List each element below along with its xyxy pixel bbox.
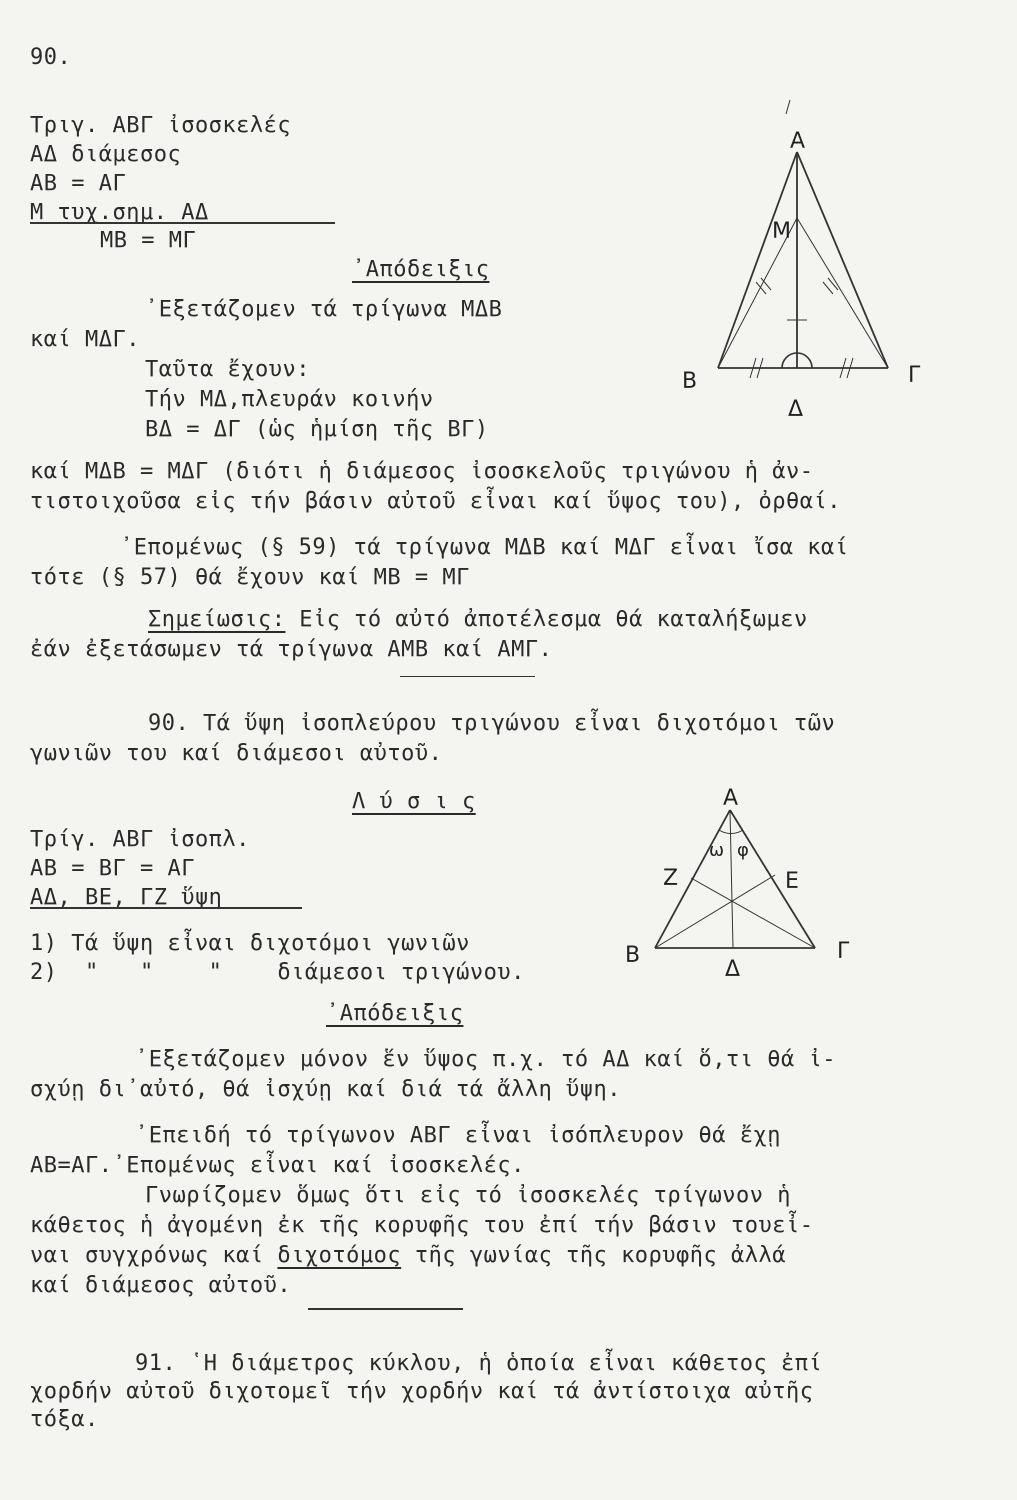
label-d: Δ: [788, 397, 804, 422]
given-line-1: Τριγ. ΑΒΓ ἰσοσκελές: [30, 113, 292, 138]
solution-heading: Λ ύ σ ι ς: [352, 789, 476, 814]
body2-line-2: σχύῃ δι᾿αὐτό, θά ἰσχύῃ καί διά τά ἄλλη ὕψη.: [30, 1077, 622, 1102]
problem-91-line-1: 91. ῾Η διάμετρος κύκλου, ἡ ὁποία εἶναι κάθετος ἐπί: [135, 1351, 823, 1376]
body-line-4: Τήν ΜΔ,πλευράν κοινήν: [145, 387, 434, 412]
problem-90-line-2: γωνιῶν του καί διάμεσοι αὐτοῦ.: [30, 741, 443, 766]
side-ag: [797, 152, 888, 368]
body-line-9: τότε (§ 57) θά ἔχουν καί ΜΒ = ΜΓ: [30, 565, 470, 590]
body2-line-4: ΑΒ=ΑΓ.᾿Επομένως εἶναι καί ἰσοσκελές.: [30, 1153, 525, 1178]
body2-seg-2: τῆς γωνίας τῆς κορυφῆς ἀλλά: [401, 1243, 787, 1268]
label-omega: ω: [709, 840, 725, 861]
altitude-ad: [730, 810, 733, 948]
body2-underlined-word: διχοτόμος: [277, 1243, 402, 1268]
given2-line-1: Τρίγ. ΑΒΓ ἰσοπλ.: [30, 827, 250, 852]
body2-line-3: ᾿Επειδή τό τρίγωνον ΑΒΓ εἶναι ἰσόπλευρον θά ἔχῃ: [135, 1123, 782, 1148]
label-z: Ζ: [663, 866, 679, 891]
note-text: Εἰς τό αὐτό ἀποτέλεσμα θά καταλήξωμεν: [285, 607, 808, 632]
label-d: Δ: [725, 957, 741, 982]
side-ab: [718, 152, 797, 368]
note-divider: [400, 676, 535, 677]
given2-line-3: ΑΔ, ΒΕ, ΓΖ ὕψη: [30, 885, 223, 910]
label-a: Α: [723, 786, 739, 811]
segment-mg: [797, 218, 888, 368]
body2-line-6: κάθετος ἡ ἀγομένη ἐκ τῆς κορυφῆς του ἐπί τήν βάσιν τουεἶ-: [30, 1213, 814, 1238]
note-line-2: ἐάν ἐξετάσωμεν τά τρίγωνα ΑΜΒ καί ΑΜΓ.: [30, 637, 553, 662]
label-g: Γ: [908, 363, 921, 388]
body2-line-7: [30, 1242, 786, 1270]
label-phi: φ: [737, 840, 749, 861]
label-e: Ε: [785, 869, 799, 894]
body-line-8: ᾿Επομένως (§ 59) τά τρίγωνα ΜΔΒ καί ΜΔΓ εἶναι ἴσα καί: [120, 535, 849, 560]
tick-mg-1: [823, 282, 833, 294]
body-line-7: τιστοιχοῦσα εἰς τήν βάσιν αὐτοῦ εἶναι καί ὕψος του), ὀρθαί.: [30, 489, 841, 514]
body-line-6: καί ΜΔΒ = ΜΔΓ (διότι ἡ διάμεσος ἰσοσκελοῦς τριγώνου ἡ ἀν-: [30, 459, 814, 484]
label-g: Γ: [837, 939, 850, 964]
given-line-2: ΑΔ διάμεσος: [30, 142, 182, 167]
body-line-1: ᾿Εξετάζομεν τά τρίγωνα ΜΔΒ: [145, 297, 503, 322]
note-label: Σημείωσις:: [148, 607, 286, 632]
ink-mark: [786, 100, 790, 114]
equilateral-triangle-figure: [625, 780, 885, 980]
body-line-2: καί ΜΔΓ.: [30, 327, 140, 352]
label-b: Β: [682, 369, 698, 394]
problem-90-line-1: 90. Τά ὕψη ἰσοπλεύρου τριγώνου εἶναι διχοτόμοι τῶν: [148, 711, 836, 736]
body2-line-1: ᾿Εξετάζομεν μόνον ἕν ὕψος π.χ. τό ΑΔ καί ὅ,τι θά ἰ-: [135, 1047, 837, 1072]
body2-seg-1: ναι συγχρόνως καί: [30, 1243, 278, 1268]
body-line-5: ΒΔ = ΔΓ (ὡς ἡμίση τῆς ΒΓ): [145, 417, 489, 442]
problem-91-line-2: χορδήν αὐτοῦ διχοτομεῖ τήν χορδήν καί τά ἀντίστοιχα αὐτῆς: [30, 1379, 814, 1404]
given-line-4: Μ τυχ.σημ. ΑΔ: [30, 200, 209, 225]
given2-line-2: ΑΒ = ΒΓ = ΑΓ: [30, 856, 195, 881]
given-line-5: ΜΒ = ΜΓ: [100, 228, 197, 253]
label-m: Μ: [772, 219, 791, 244]
claim-2: 2) " " " διάμεσοι τριγώνου.: [30, 960, 525, 985]
label-a: Α: [790, 129, 806, 154]
given2-divider: [30, 907, 302, 909]
given-divider: [30, 222, 335, 224]
problem-91-line-3: τόξα.: [30, 1407, 99, 1432]
proof-heading-2: ᾿Απόδειξις: [326, 1001, 464, 1026]
body2-line-8: καί διάμεσος αὐτοῦ.: [30, 1273, 292, 1298]
body2-line-5: Γνωρίζομεν ὅμως ὅτι εἰς τό ἰσοσκελές τρίγωνον ἡ: [145, 1183, 792, 1208]
proof-heading: ᾿Απόδειξις: [352, 257, 490, 282]
given-line-3: ΑΒ = ΑΓ: [30, 171, 127, 196]
note-line-1: [148, 606, 808, 634]
label-b: Β: [625, 943, 641, 968]
claim-1: 1) Τά ὕψη εἶναι διχοτόμοι γωνιῶν: [30, 931, 470, 956]
body-line-3: Ταῦτα ἔχουν:: [145, 357, 310, 382]
section-divider: [308, 1308, 463, 1310]
isosceles-triangle-figure: [682, 110, 940, 430]
page-number: 90.: [30, 45, 72, 70]
